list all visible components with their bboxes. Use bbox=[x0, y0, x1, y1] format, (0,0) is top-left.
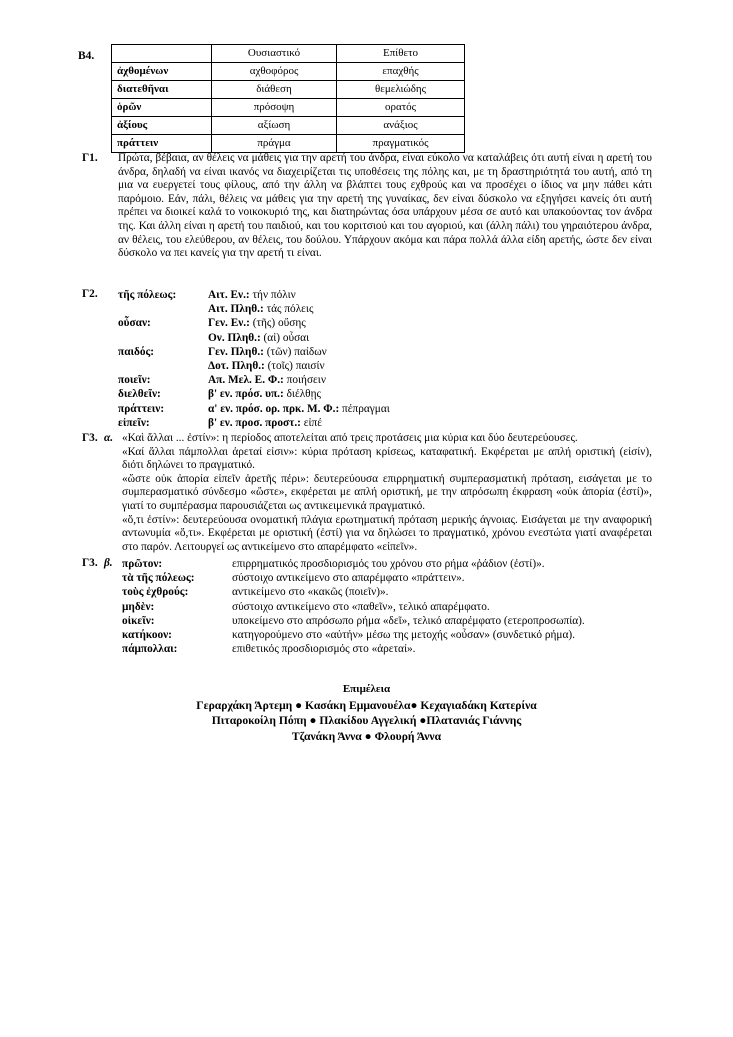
table-header-row bbox=[112, 45, 465, 63]
g2-value bbox=[208, 288, 652, 302]
g2-value-case: Απ. Μελ. Ε. Φ.: bbox=[208, 374, 284, 387]
table-row bbox=[112, 63, 465, 81]
g2-term: οὖσαν: bbox=[118, 317, 151, 330]
b4-table bbox=[111, 44, 465, 153]
g2-value bbox=[208, 416, 652, 430]
g2-row bbox=[118, 316, 652, 330]
g2-value bbox=[208, 387, 652, 401]
g3b-value: σύστοιχο αντικείμενο στο «παθεῖν», τελικό απαρέμφατο. bbox=[232, 600, 490, 613]
g3a-section bbox=[82, 432, 652, 554]
cell-adjective: επαχθής bbox=[337, 63, 465, 81]
g3b-term: κατήκοον: bbox=[122, 629, 172, 642]
credits-line: Πιταροκοίλη Πόπη ● Πλακίδου Αγγελική ●Πλατανιάς Γιάννης bbox=[211, 714, 522, 728]
table-row bbox=[112, 135, 465, 153]
g2-value bbox=[208, 331, 652, 345]
g2-value-form: εἰπέ bbox=[300, 416, 322, 429]
g2-value-form: (αἱ) οὖσαι bbox=[260, 331, 310, 344]
g2-row bbox=[118, 302, 652, 316]
g3a-paragraph: «Καί ἄλλαι πάμπολλαι ἀρεταί εἰσιν»: κύρια πρόταση κρίσεως, καταφατική. Εκφέρεται με απλή οριστική (εἰσίν), διότι δηλώνει το πραγματικό. bbox=[122, 445, 652, 472]
cell-adjective: πραγματικός bbox=[337, 135, 465, 153]
table-row bbox=[112, 117, 465, 135]
cell-word: διατεθῆναι bbox=[112, 81, 212, 99]
g1-body bbox=[118, 152, 652, 261]
credits-title: Επιμέλεια bbox=[342, 683, 391, 695]
g2-value-case: Αιτ. Εν.: bbox=[208, 289, 250, 301]
g2-term bbox=[118, 359, 208, 373]
cell-word: πράττειν bbox=[112, 135, 212, 153]
g2-term: διελθεῖν: bbox=[118, 388, 161, 401]
cell-noun: διάθεση bbox=[212, 81, 337, 99]
g2-term bbox=[118, 302, 208, 316]
credits-line: Τζανάκη Άννα ● Φλουρή Άννα bbox=[291, 729, 442, 743]
table-row bbox=[112, 81, 465, 99]
g2-row bbox=[118, 359, 652, 373]
g2-label: Γ2. bbox=[82, 288, 98, 300]
g3b-row bbox=[122, 571, 652, 585]
g2-value-case: β' εν. προσ. προστ.: bbox=[208, 416, 301, 429]
g2-rows bbox=[118, 288, 652, 430]
g3b-term: πρῶτον: bbox=[122, 558, 163, 570]
g1-paragraph: Πρώτα, βέβαια, αν θέλεις να μάθεις για την αρετή του άνδρα, είναι εύκολο να καταλάβεις ότι αυτή είναι η αρετή του άνδρα, δηλαδή να είναι ικανός να διαχειρίζεται τις υποθέσεις της πόλης και, με τη δραστηριότητά του αυτή, από τη μια να ευεργετεί τους φίλους, από την άλλη να βλάπτει τους εχθρούς και να προσέχει ο ίδιος να μην πάθει κάτι παρόμοιο. Εάν, πάλι, θέλεις να μάθεις για την αρετή της γυναίκας, δεν είναι δύσκολο να εξηγήσει κανείς ότι αυτή πρέπει να διοικεί καλά το νοικοκυριό της, και διατηρώντας όσα υπάρχουν μέσα σε αυτό και υπακούοντας τον άνδρα της. Και άλλη είναι η αρετή του παιδιού, και του κοριτσιού και του αγοριού, και (άλλη πάλι) του γηραιότερου άνδρα, αν θέλεις, του ελεύθερου, αν θέλεις, του δούλου. Υπάρχουν ακόμα και πάρα πολλά άλλα είδη αρετής, ώστε δεν είναι δύσκολο να πει κανείς για την αρετή τι είναι. bbox=[118, 152, 652, 260]
g2-value-form: πέπραγμαι bbox=[339, 402, 390, 415]
g2-section bbox=[82, 288, 652, 430]
cell-adjective: ορατός bbox=[337, 99, 465, 117]
g3b-row bbox=[122, 600, 652, 614]
g3a-paragraph: «Καὶ ἄλλαι ... ἐστίν»: η περίοδος αποτελείται από τρεις προτάσεις μια κύρια και δύο δευτερεύουσες. bbox=[122, 432, 578, 444]
g2-row bbox=[118, 331, 652, 345]
g2-value-form: (τοῖς) παισίν bbox=[264, 360, 325, 373]
g3b-rows bbox=[122, 557, 652, 656]
g3b-term: τὰ τῆς πόλεως: bbox=[122, 572, 195, 585]
g2-value-case: Αιτ. Πληθ.: bbox=[208, 303, 264, 316]
g3b-sublabel: β. bbox=[104, 557, 113, 569]
g3a-paragraph: «ὥστε οὐκ ἀπορία εἰπεῖν ἀρετῆς πέρι»: δευτερεύουσα επιρρηματική συμπερασματική πρόταση, εισάγεται με το συμπερασματικό σύνδεσμο «ὥστε», εκφέρεται με απλή οριστική, με την απρόσωπη έκφραση «οὐκ ἀπορία (ἐστί)», γιατί το συμπέρασμα παρουσιάζεται ως αντικειμενικά πραγματικό. bbox=[122, 472, 652, 512]
g2-value-form: (τῆς) οὔσης bbox=[249, 317, 306, 330]
g3b-row bbox=[122, 585, 652, 599]
g2-value-form: τάς πόλεις bbox=[263, 303, 314, 316]
g2-row bbox=[118, 288, 652, 302]
g2-value bbox=[208, 302, 652, 316]
cell-word: ἀξίους bbox=[112, 117, 212, 135]
g2-value-case: Γεν. Πληθ.: bbox=[208, 345, 264, 358]
g3b-row bbox=[122, 614, 652, 628]
g3b-section bbox=[82, 557, 652, 656]
table-row bbox=[112, 99, 465, 117]
cell-adjective: ανάξιος bbox=[337, 117, 465, 135]
cell-noun: αχθοφόρος bbox=[212, 63, 337, 81]
g3b-term: οἰκεῖν: bbox=[122, 614, 155, 627]
g2-value-case: Δοτ. Πληθ.: bbox=[208, 360, 265, 373]
g2-row bbox=[118, 416, 652, 430]
g3b-row bbox=[122, 557, 652, 571]
g2-value bbox=[208, 316, 652, 330]
b4-table-body bbox=[112, 45, 465, 153]
g3b-row bbox=[122, 628, 652, 642]
g3b-value: υποκείμενο στο απρόσωπο ρήμα «δεῖ», τελικό απαρέμφατο (ετεροπροσωπία). bbox=[232, 614, 585, 627]
g2-term: πράττειν: bbox=[118, 402, 165, 415]
g3b-value: κατηγορούμενο στο «αὐτήν» μέσω της μετοχής «οὖσαν» (συνδετικό ρήμα). bbox=[232, 629, 575, 642]
g2-value-case: Γεν. Εν.: bbox=[208, 317, 250, 330]
g3a-sublabel: α. bbox=[104, 432, 114, 444]
cell-noun: αξίωση bbox=[212, 117, 337, 135]
g2-term: τῆς πόλεως: bbox=[118, 289, 177, 301]
g2-value-form: τήν πόλιν bbox=[249, 289, 296, 301]
cell-noun: πράγμα bbox=[212, 135, 337, 153]
g2-value bbox=[208, 373, 652, 387]
g2-value-case: β' εν. πρόσ. υπ.: bbox=[208, 388, 284, 401]
g1-section bbox=[82, 152, 652, 261]
g2-term: ποιεῖν: bbox=[118, 374, 151, 387]
g2-row bbox=[118, 373, 652, 387]
cell-word: ὁρῶν bbox=[112, 99, 212, 117]
g3b-value: επιθετικός προσδιορισμός στο «ἀρεταί». bbox=[232, 643, 416, 656]
g3b-label: Γ3. bbox=[82, 557, 98, 569]
g1-label: Γ1. bbox=[82, 152, 98, 164]
g3b-value: σύστοιχο αντικείμενο στο απαρέμφατο «πράττειν». bbox=[232, 572, 465, 585]
g2-row bbox=[118, 402, 652, 416]
credits-line: Γεραρχάκη Άρτεμη ● Κασάκη Εμμανουέλα● Κεχαγιαδάκη Κατερίνα bbox=[196, 698, 537, 712]
g3a-body bbox=[122, 432, 652, 554]
g2-row bbox=[118, 345, 652, 359]
g2-value-form: (τῶν) παίδων bbox=[263, 345, 327, 358]
g2-value-form: διέλθῃς bbox=[283, 388, 321, 401]
g2-term bbox=[118, 331, 208, 345]
g2-value-form: ποιήσειν bbox=[283, 374, 326, 387]
g2-term: παιδός: bbox=[118, 345, 155, 358]
g2-row bbox=[118, 387, 652, 401]
g3b-value: αντικείμενο στο «κακῶς (ποιεῖν)». bbox=[232, 586, 389, 599]
cell-adjective: θεμελιώδης bbox=[337, 81, 465, 99]
b4-label: Β4. bbox=[78, 50, 95, 62]
g2-value bbox=[208, 359, 652, 373]
cell-word: ἀχθομένων bbox=[112, 63, 212, 81]
header-cell-adjective: Επίθετο bbox=[337, 45, 465, 63]
g3b-value: επιρρηματικός προσδιορισμός του χρόνου στο ρήμα «ῥάδιον (ἐστί)». bbox=[232, 558, 545, 570]
g2-value bbox=[208, 402, 652, 416]
header-cell-noun: Ουσιαστικό bbox=[212, 45, 337, 63]
g2-value bbox=[208, 345, 652, 359]
header-cell-blank bbox=[112, 45, 212, 63]
g3a-paragraph: «ὅ,τι ἐστίν»: δευτερεύουσα ονοματική πλάγια ερωτηματική πρόταση μερικής άγνοιας. Εισάγεται με την αναφορική αντωνυμία «ὅ,τι». Εκφέρεται με οριστική (ἐστί) για να δηλώσει το πραγματικό, χρόνου ενεστώτα γιατί αναφέρεται στο παρόν. Λειτουργεί ως αντικείμενο στο απαρέμφατο «εἰπεῖν». bbox=[122, 513, 652, 553]
g3b-term: πάμπολλαι: bbox=[122, 643, 178, 656]
cell-noun: πρόσοψη bbox=[212, 99, 337, 117]
g2-value-case: α' εν. πρόσ. ορ. πρκ. Μ. Φ.: bbox=[208, 402, 340, 415]
credits-section bbox=[0, 682, 733, 744]
g3b-row bbox=[122, 642, 652, 656]
g3b-term: τοὺς ἐχθρούς: bbox=[122, 586, 189, 599]
g2-value-case: Ον. Πληθ.: bbox=[208, 331, 261, 344]
g3b-term: μηδὲν: bbox=[122, 600, 155, 613]
g2-term: εἰπεῖν: bbox=[118, 416, 150, 429]
g3a-label: Γ3. bbox=[82, 432, 98, 444]
